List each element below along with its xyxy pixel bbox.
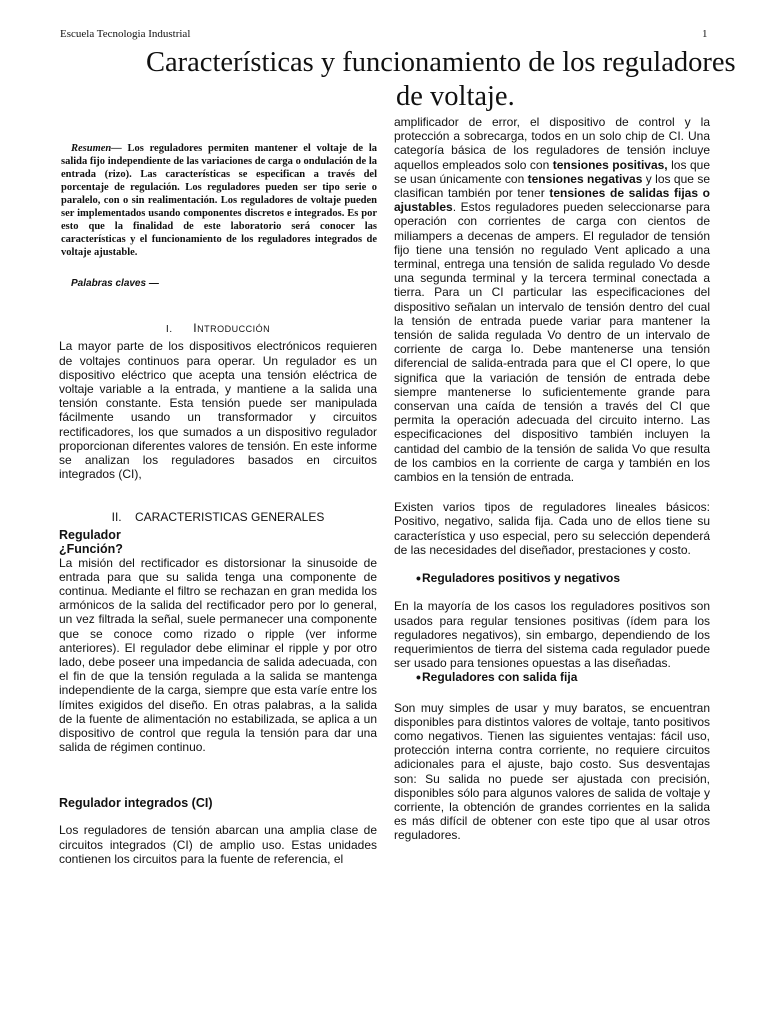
p1-text-a: amplificador de error, el dispositivo de control y la protección a sobrecarga, todos en un solo chip de CI. Una categoría básica de los reguladores de tensión incluye aquellos empleados solo con xyxy=(394,115,710,172)
bullet-2-label: Reguladores con salida fija xyxy=(422,670,578,685)
subheading-regulador: Regulador xyxy=(59,527,121,542)
keywords: Palabras claves — xyxy=(71,278,159,289)
p1-bold-negativas: tensiones negativas xyxy=(527,171,643,186)
bullet-1-label: Reguladores positivos y negativos xyxy=(422,571,621,586)
right-paragraph-3: En la mayoría de los casos los reguladores positivos son usados para regular tensiones positivas (ídem para los reguladores negativos), sin embargo, dependiendo de los requerimientos de tierra del sistema cada regulador puede ser usado para tensiones opuestas a las diseñadas. xyxy=(394,599,710,671)
bullet-dot-1: • xyxy=(416,570,421,587)
section-1-title-first: I xyxy=(193,321,198,336)
section-1-heading xyxy=(59,321,377,336)
paper-title: Características y funcionamiento de los reguladores xyxy=(146,47,736,78)
abstract xyxy=(59,142,377,259)
right-column xyxy=(394,115,710,843)
regulador-integrados-paragraph: Los reguladores de tensión abarcan una amplia clase de circuitos integrados (CI) de amplio uso. Estas unidades contienen los circuitos para la fuente de referencia, el xyxy=(59,823,377,866)
p1-text-d: y los que se clasifican también por tener xyxy=(394,171,710,201)
left-column xyxy=(59,0,377,866)
subheading-regulador-integrados: Regulador integrados (CI) xyxy=(59,796,213,811)
bullet-dot-2: • xyxy=(416,669,421,686)
right-paragraph-1 xyxy=(394,115,710,484)
p1-bold-positivas: tensiones positivas, xyxy=(552,157,668,172)
p1-bold-fijas: tensiones de salidas fijas o ajustables xyxy=(394,186,710,215)
p1-text-e: . Estos reguladores pueden seleccionarse para operación con corrientes de carga con cientos de miliampers a decenas de ampers. El regulador de tensión fijo tiene una tensión no regulado Vent aplicado a una terminal, entrega una tensión de salida regulado Vo desde una segunda terminal y la tercera terminal conectada a tierra. Para un CI particular las especificaciones del dispositivo señalan un intervalo de tensión dentro del cual la tensión de entrada puede variar para mantener la tensión de salida regulada Vo dentro de un intervalo de corriente de carga Io. Debe mantenerse una tensión diferencial de salida-entrada para que el CI opere, lo que significa que la variación de tensión de entrada debe siempre mantenerse lo suficientemente grande para conservan una caída de tensión a través del CI que permita la operación adecuada del circuito interno. Las especificaciones del dispositivo también incluyen la cantidad del cambio de la tensión de salida Vo que resulta de los cambios en la corriente de carga y también en los cambios en la tensión de entrada. xyxy=(394,200,710,485)
section-1-text: La mayor parte de los dispositivos electrónicos requieren de voltajes continuos para operar. Un regulador es un dispositivo eléctrico que acepta una tensión eléctrica de voltaje variable a la entrada, y mantiene a la salida una tensión constante. Esta tensión puede ser manipulada fácilmente usando un transformador y circuitos rectificadores, los que sumados a un dispositivo regulador proporcionan diferentes valores de tensión. En este informe se analizan los reguladores basados en circuitos integrados (CI), xyxy=(59,339,377,482)
abstract-text: Los reguladores permiten mantener el voltaje de la salida fijo independiente de las variaciones de carga o ondulación de la entrada (rizo). Las características se especifican a través del porcentaje de regulación. Los reguladores pueden ser tipo serie o paralelo, con o sin realimentación. Los reguladores de voltaje pueden ser implementados usando componentes discretos e integrados. Es por esto que la finalidad de este laboratorio será conocer las características y el funcionamiento de los reguladores integrados de voltaje ajustable. xyxy=(61,143,377,258)
header-school: Escuela Tecnologia Industrial xyxy=(60,28,191,40)
subheading-funcion: ¿Función? xyxy=(59,541,123,556)
bullet-salida-fija xyxy=(394,670,710,684)
p1-text-c: los que se usan únicamente con xyxy=(394,157,711,186)
regulador-paragraph: La misión del rectificador es distorsionar la sinusoide de entrada para que su salida tenga una componente de continua. Mediante el filtro se rechazan en gran medida los armónicos de la salida del rectificador pero por lo general, un vez filtrada la señal, suele permanecer una componente que se conoce como rizado o ripple (ver informe anteriores). El regulador debe eliminar el ripple y por otro lado, debe poseer una impedancia de salida adecuada, con el fin de que la tensión regulada a la salida se mantenga independiente de la carga, siempre que esta varíe entre los límites exigidos del diseño. En otras palabras, a la salida de la fuente de alimentación no estabilizada, se aplica a un dispositivo de control que regula la tensión para dar una salida de régimen continuo. xyxy=(59,555,377,755)
paper-title-continued: de voltaje. xyxy=(396,81,515,112)
section-2-heading: II. CARACTERISTICAS GENERALES xyxy=(111,510,325,525)
section-1-title-rest: NTRODUCCIÓN xyxy=(197,324,271,335)
section-1-number: I. xyxy=(165,323,173,336)
abstract-lead: Resumen— xyxy=(71,143,122,154)
right-paragraph-4: Son muy simples de usar y muy baratos, se encuentran disponibles para distintos valores de voltaje, tanto positivos como negativos. Tienen las siguientes ventajas: fácil uso, protección interna contra corriente, no requiere circuitos adicionales para el ajuste, bajo costo. Sus desventajas son: Su salida no puede ser ajustada con precisión, disponibles sólo para algunos valores de salida de voltaje y corriente, la obtención de grandes corrientes en la salida es más difícil de obtener con este tipo que al usar otros reguladores. xyxy=(394,700,710,843)
right-paragraph-2: Existen varios tipos de reguladores lineales básicos: Positivo, negativo, salida fija. Cada uno de ellos tiene su característica y uso especial, pero su selección dependerá de las necesidades del diseñador, prestaciones y costo. xyxy=(394,500,710,557)
page-number: 1 xyxy=(702,28,708,40)
bullet-positivos-negativos xyxy=(394,571,710,585)
